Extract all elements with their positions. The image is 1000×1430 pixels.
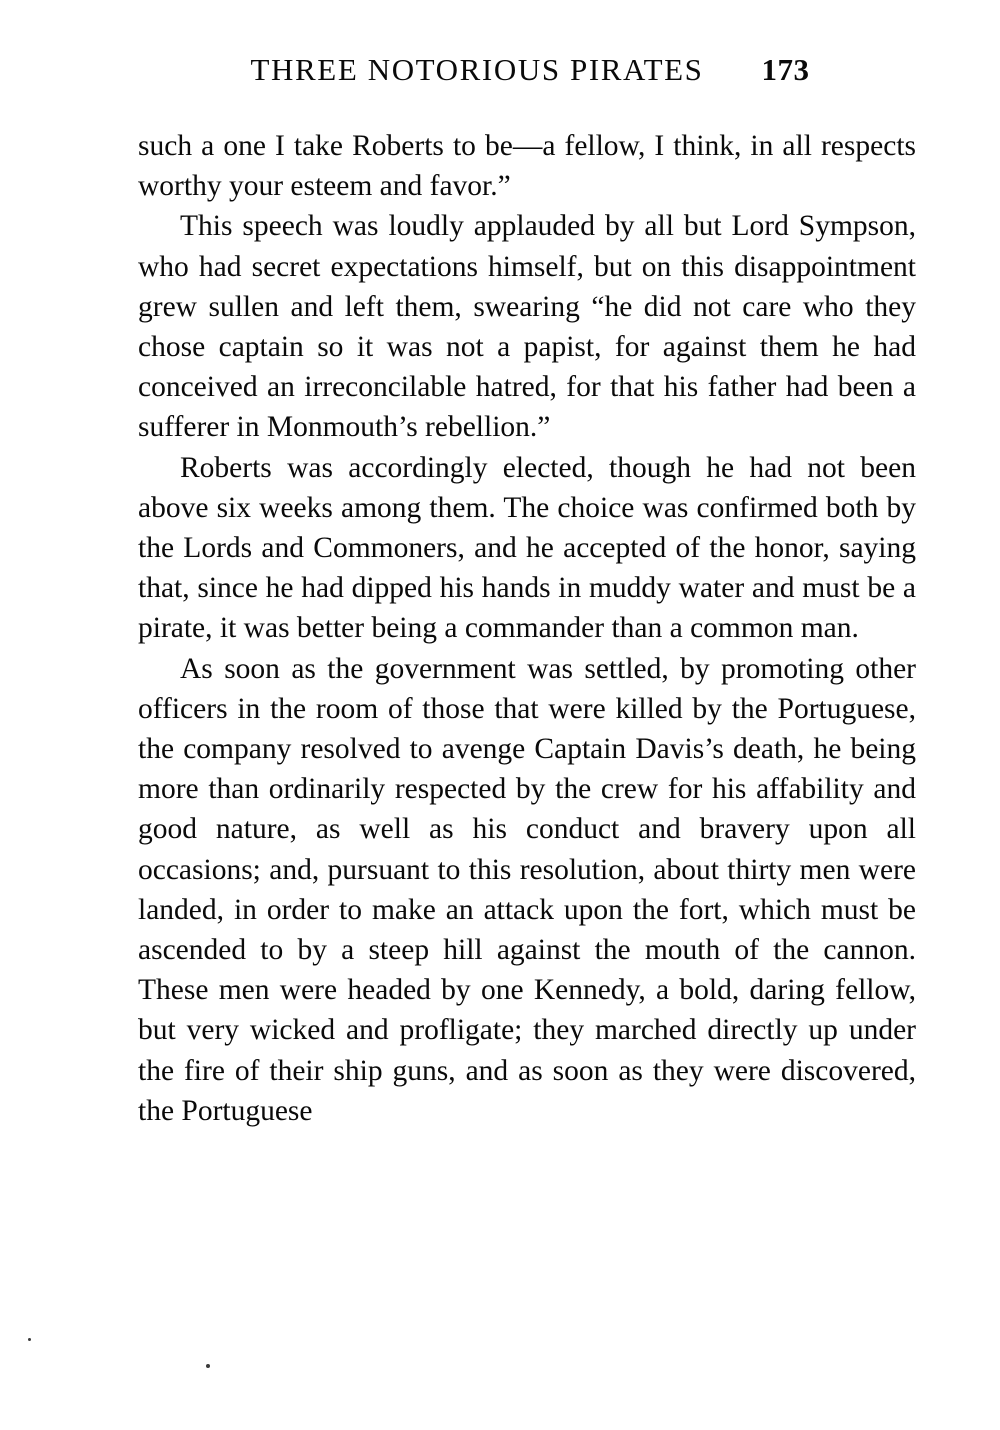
page-body [138,126,916,1131]
running-title: THREE NOTORIOUS PIRATES [250,52,704,87]
paragraph: such a one I take Roberts to be—a fellow, I think, in all respects worthy your esteem and favor.” [138,130,916,203]
page-header [140,52,920,88]
paragraph: This speech was loudly applauded by all but Lord Sympson, who had secret expectations himself, but on this disappointment grew sullen and left them, swearing “he did not care who they chose captain so it was not a papist, for against them he had conceived an irreconcilable hatred, for that his father had been a sufferer in Monmouth’s rebellion.” [138,210,916,444]
paragraph: As soon as the government was settled, by promoting other officers in the room of those that were killed by the Portuguese, the company resolved to avenge Captain Davis’s death, he being more than ordinarily respected by the crew for his affability and good nature, as well as his conduct and bravery upon all occasions; and, pursuant to this resolution, about thirty men were landed, in order to make an attack upon the fort, which must be ascended to by a steep hill against the mouth of the cannon. These men were headed by one Kennedy, a bold, daring fellow, but very wicked and profligate; they marched directly up under the fire of their ship guns, and as soon as they were discovered, the Portuguese [138,652,916,1127]
paragraph: Roberts was accordingly elected, though he had not been above six weeks among them. The choice was confirmed both by the Lords and Commoners, and he accepted of the honor, saying that, since he had dipped his hands in muddy water and must be a pirate, it was better being a commander than a common man. [138,451,916,645]
margin-speck-left [28,1338,31,1341]
page-number: 173 [761,52,810,87]
margin-speck-bottom [206,1364,210,1368]
